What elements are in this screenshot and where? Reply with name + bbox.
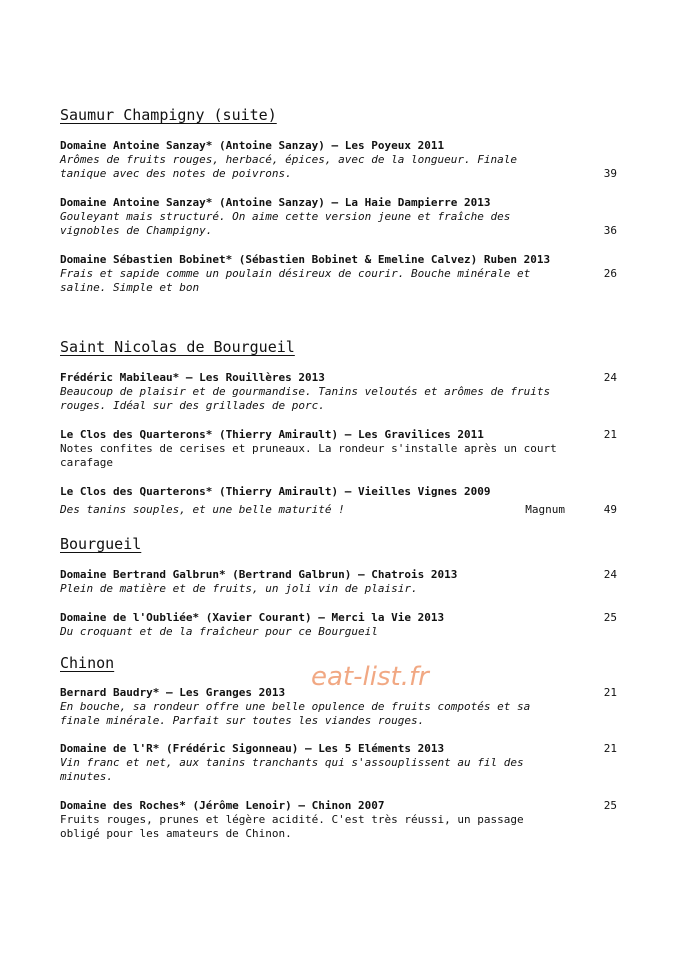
section-title-chinon: Chinon: [60, 654, 115, 672]
wine-price: 25: [603, 611, 617, 624]
wine-entry: [60, 428, 617, 470]
wine-entry: [60, 253, 617, 295]
watermark-logo: eat-list.fr: [311, 662, 429, 692]
wine-description: Frais et sapide comme un poulain désireux de courir. Bouche minérale et saline. Simple et bon: [60, 267, 531, 294]
wine-entry: [60, 799, 617, 841]
wine-description: Fruits rouges, prunes et légère acidité. C'est très réussi, un passage obligé pour les amateurs de Chinon.: [60, 813, 524, 840]
wine-entry: [60, 611, 617, 639]
wine-title: Bernard Baudry* – Les Granges 2013: [60, 686, 286, 699]
wine-description: Notes confites de cerises et pruneaux. La rondeur s'installe après un court carafage: [60, 442, 557, 469]
wine-title: Domaine de l'R* (Frédéric Sigonneau) – Les 5 Eléments 2013: [60, 742, 445, 755]
wine-title: Le Clos des Quarterons* (Thierry Amirault) – Vieilles Vignes 2009: [60, 485, 491, 498]
wine-description: Des tanins souples, et une belle maturité !: [60, 503, 345, 516]
wine-entry: [60, 139, 617, 181]
wine-price: 24: [603, 568, 617, 581]
wine-price: 26: [603, 267, 617, 280]
wine-description: Plein de matière et de fruits, un joli vin de plaisir.: [60, 582, 418, 595]
wine-title: Domaine des Roches* (Jérôme Lenoir) – Chinon 2007: [60, 799, 385, 812]
wine-title: Le Clos des Quarterons* (Thierry Amirault) – Les Gravilices 2011: [60, 428, 484, 441]
wine-price: 21: [603, 686, 617, 699]
wine-description: Du croquant et de la fraîcheur pour ce Bourgueil: [60, 625, 378, 638]
wine-price: 24: [603, 371, 617, 384]
wine-entry: [60, 371, 617, 413]
wine-title: Domaine Antoine Sanzay* (Antoine Sanzay) – La Haie Dampierre 2013: [60, 196, 491, 209]
wine-entry: [60, 485, 617, 517]
wine-title: Domaine Sébastien Bobinet* (Sébastien Bobinet & Emeline Calvez) Ruben 2013: [60, 253, 551, 266]
section-title-bourgueil: Bourgueil: [60, 535, 142, 553]
wine-description: Arômes de fruits rouges, herbacé, épices, avec de la longueur. Finale tanique avec des notes de poivrons.: [60, 153, 517, 180]
section-title-saint-nicolas: Saint Nicolas de Bourgueil: [60, 338, 295, 356]
wine-entry: [60, 742, 617, 784]
wine-price: 49: [603, 503, 617, 516]
wine-price: 21: [603, 742, 617, 755]
wine-entry: [60, 686, 617, 728]
wine-title: Domaine Antoine Sanzay* (Antoine Sanzay) – Les Poyeux 2011: [60, 139, 445, 152]
wine-description: Beaucoup de plaisir et de gourmandise. Tanins veloutés et arômes de fruits rouges. Idéal sur des grillades de porc.: [60, 385, 551, 412]
wine-description: En bouche, sa rondeur offre une belle opulence de fruits compotés et sa finale minérale. Parfait sur toutes les viandes rouges.: [60, 700, 531, 727]
wine-entry: [60, 568, 617, 596]
wine-price: 36: [603, 224, 617, 237]
wine-price: 25: [603, 799, 617, 812]
wine-title: Frédéric Mabileau* – Les Rouillères 2013: [60, 371, 325, 384]
wine-price: 39: [603, 167, 617, 180]
wine-price: 21: [603, 428, 617, 441]
wine-title: Domaine Bertrand Galbrun* (Bertrand Galbrun) – Chatrois 2013: [60, 568, 458, 581]
wine-description: Vin franc et net, aux tanins tranchants qui s'assouplissent au fil des minutes.: [60, 756, 524, 783]
wine-entry: [60, 196, 617, 238]
wine-format: Magnum: [525, 503, 565, 516]
wine-title: Domaine de l'Oubliée* (Xavier Courant) – Merci la Vie 2013: [60, 611, 445, 624]
wine-description: Gouleyant mais structuré. On aime cette version jeune et fraîche des vignobles de Champigny.: [60, 210, 511, 237]
section-title-saumur-champigny: Saumur Champigny (suite): [60, 106, 277, 124]
